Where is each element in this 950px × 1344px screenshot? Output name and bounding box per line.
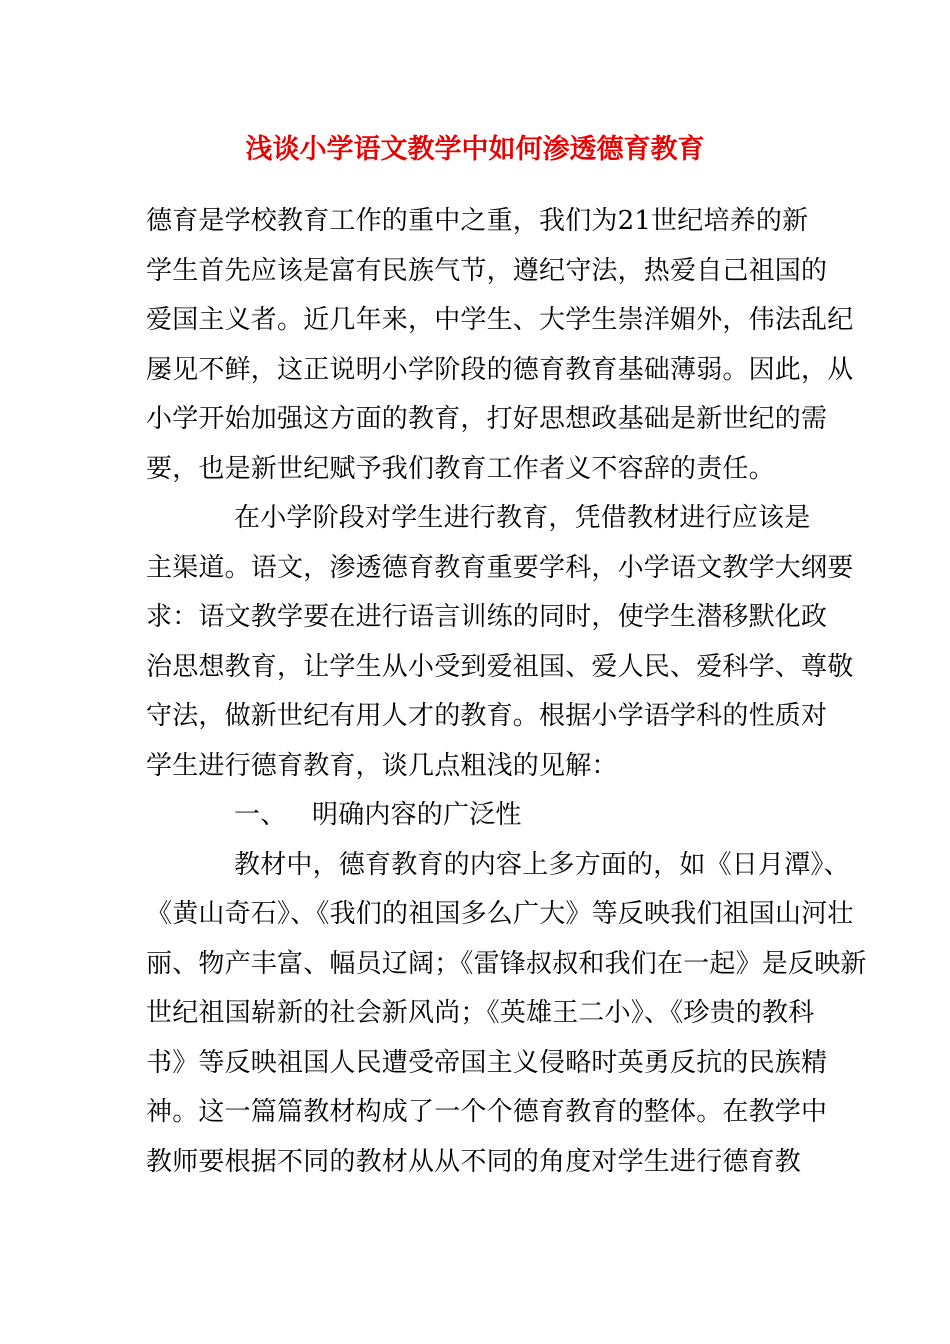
paragraph-3-line: 教材中，德育教育的内容上多方面的，如《日月潭》、 [234, 849, 850, 880]
paragraph-2-line: 守法，做新世纪有用人才的教育。根据小学语学科的性质对 [146, 701, 828, 731]
document-body [146, 197, 867, 1187]
paragraph-2-line: 主渠道。语文，渗透德育教育重要学科，小学语文教学大纲要 [146, 552, 854, 583]
section-number: 一、 [234, 800, 287, 830]
paragraph-3-line: 《黄山奇石》、《我们的祖国多么广大》等反映我们祖国山河壮 [146, 899, 854, 929]
paragraph-1-line: 屡见不鲜，这正说明小学阶段的德育教育基础薄弱。因此，从 [146, 354, 854, 385]
paragraph-2-line: 在小学阶段对学生进行教育，凭借教材进行应该是 [234, 503, 811, 533]
paragraph-3-line: 世纪祖国崭新的社会新风尚；《英雄王二小》、《珍贵的教科 [146, 998, 815, 1028]
document-title: 浅谈小学语文教学中如何渗透德育教育 [245, 134, 705, 165]
paragraph-1-line: 德育是学校教育工作的重中之重，我们为21世纪培养的新 [146, 206, 809, 236]
section-title: 明确内容的广泛性 [312, 800, 522, 830]
paragraph-2-line: 学生进行德育教育，谈几点粗浅的见解： [146, 750, 618, 781]
paragraph-1-line: 要，也是新世纪赋予我们教育工作者义不容辞的责任。 [146, 453, 775, 484]
paragraph-1-line: 小学开始加强这方面的教育，打好思想政基础是新世纪的需 [146, 404, 828, 434]
paragraph-3-line: 神。这一篇篇教材构成了一个个德育教育的整体。在教学中 [146, 1097, 828, 1127]
paragraph-3-line: 教师要根据不同的教材从从不同的角度对学生进行德育教 [146, 1146, 802, 1177]
paragraph-1-line: 爱国主义者。近几年来，中学生、大学生崇洋媚外，伟法乱纪 [146, 305, 854, 335]
paragraph-1-line: 学生首先应该是富有民族气节，遵纪守法，热爱自己祖国的 [146, 255, 828, 286]
paragraph-2-line: 求：语文教学要在进行语言训练的同时，使学生潜移默化政 [146, 602, 828, 632]
paragraph-3-line: 书》等反映祖国人民遭受帝国主义侵略时英勇反抗的民族精 [146, 1047, 828, 1078]
paragraph-2-line: 治思想教育，让学生从小受到爱祖国、爱人民、爱科学、尊敬 [146, 651, 854, 682]
paragraph-3-line: 丽、物产丰富、幅员辽阔；《雷锋叔叔和我们在一起》是反映新 [146, 948, 867, 979]
section-heading [146, 791, 810, 841]
